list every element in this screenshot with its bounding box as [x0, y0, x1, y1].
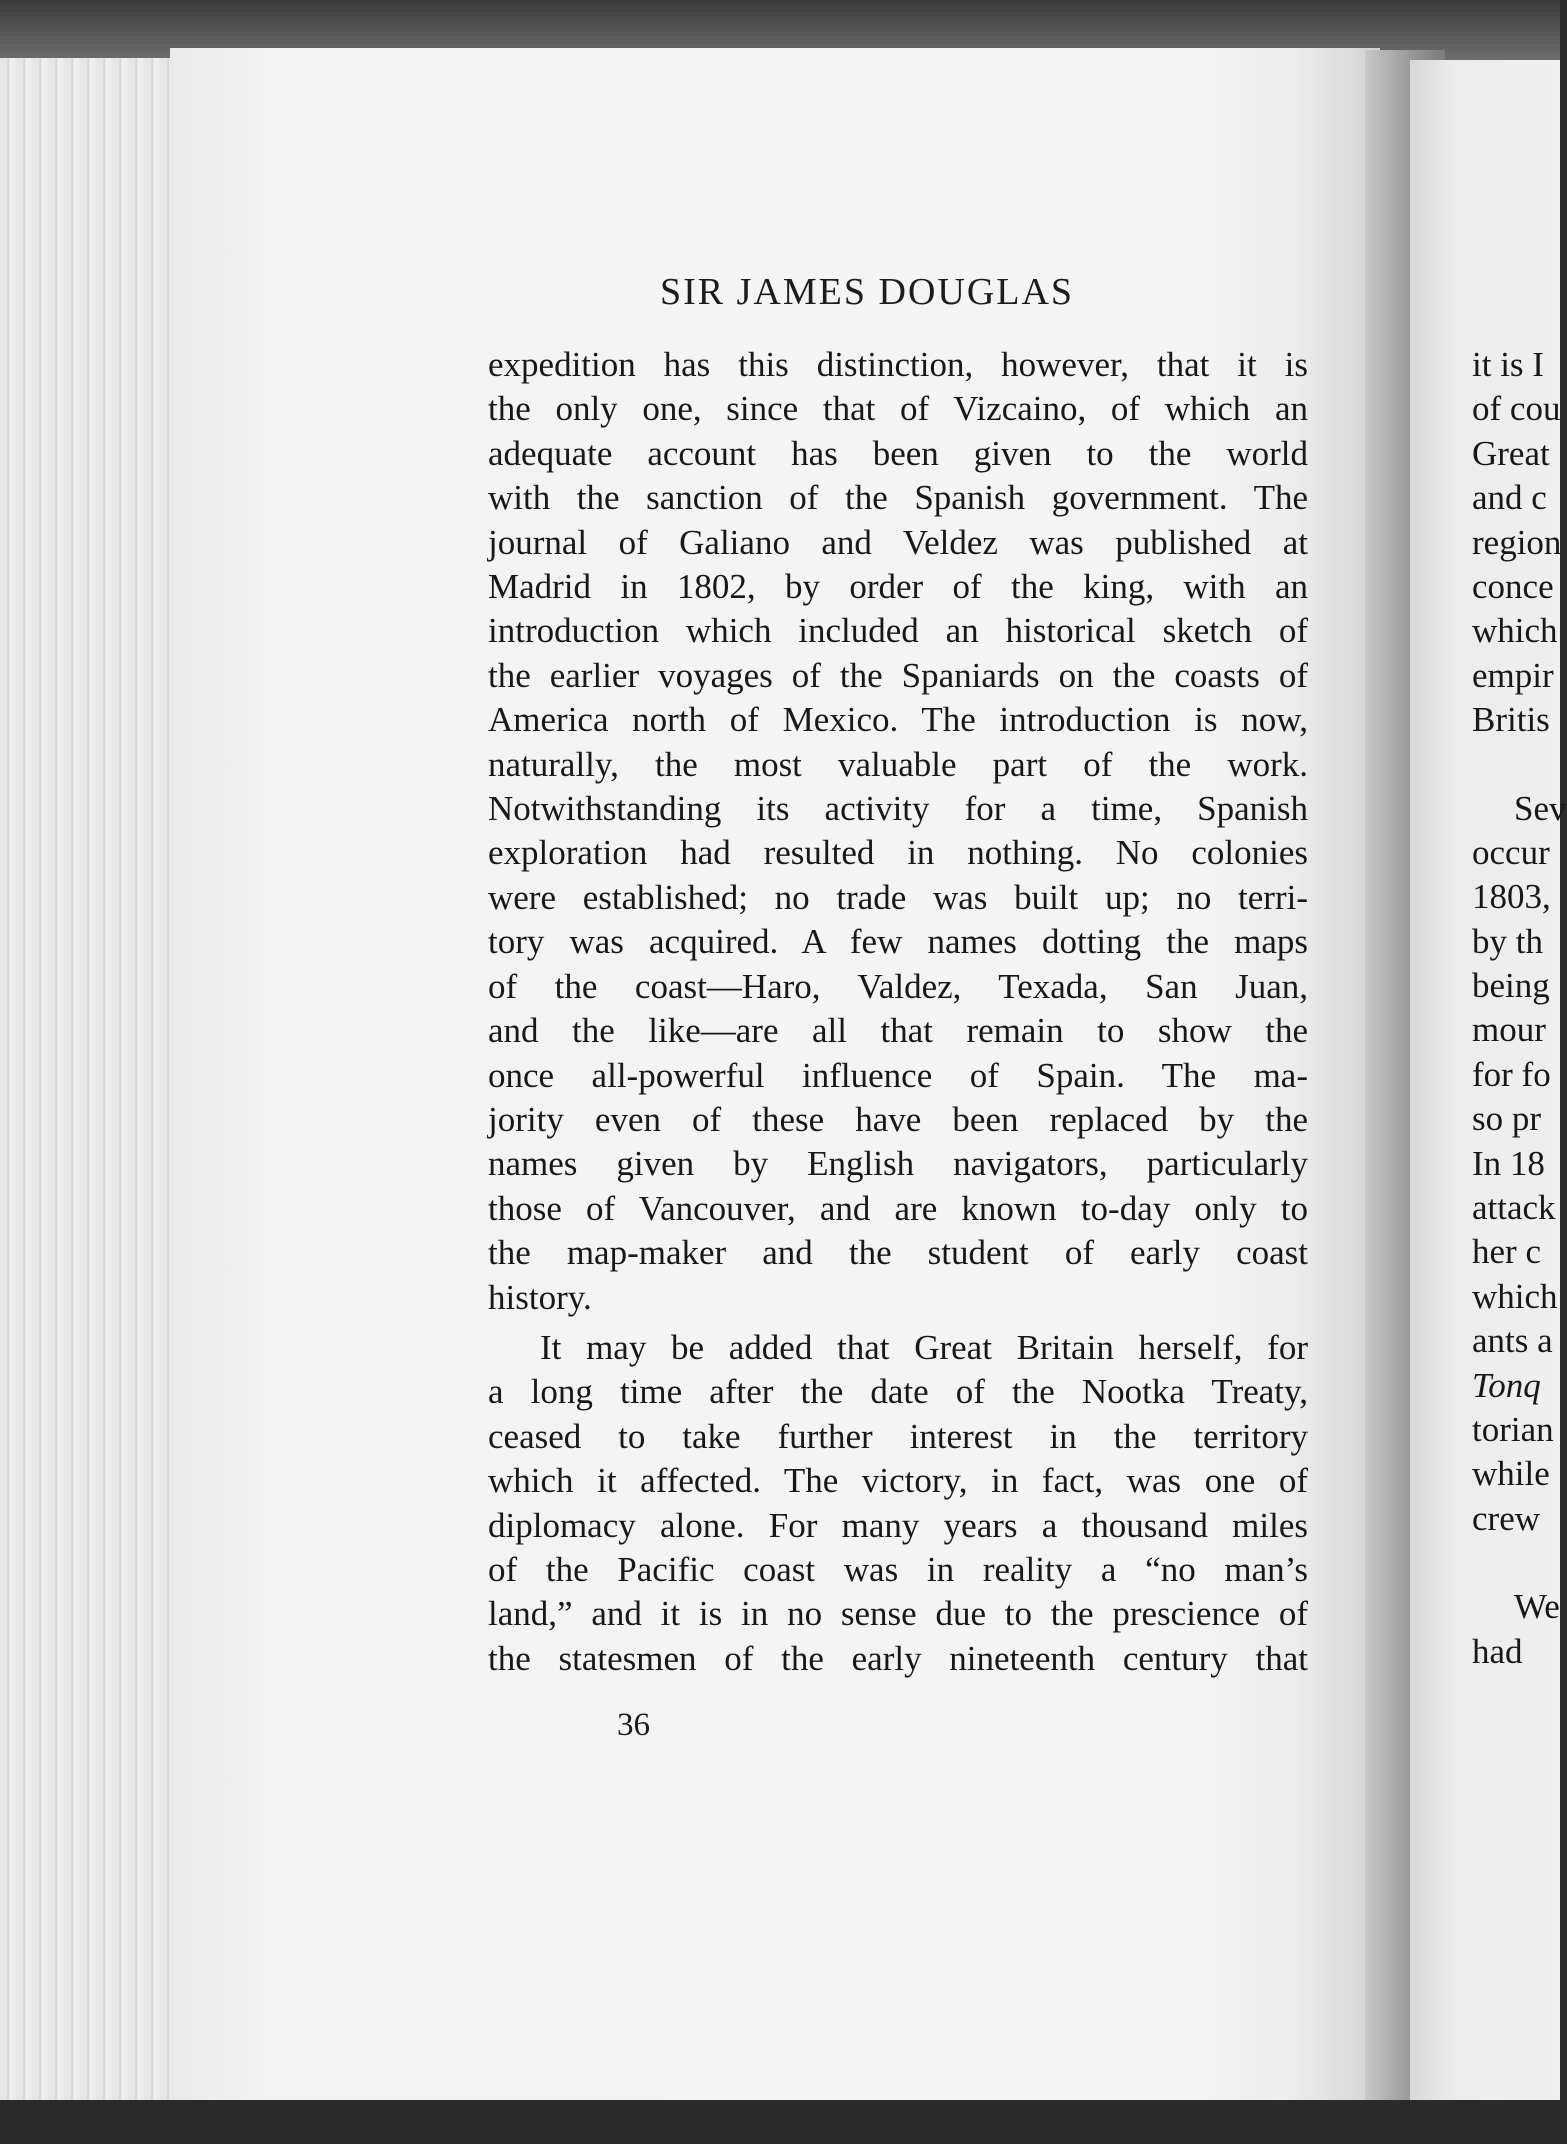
fragment-line: and c — [1472, 478, 1547, 518]
text-line: tory was acquired. A few names dotting the maps — [488, 922, 1308, 962]
text-line: names given by English navigators, particularly — [488, 1144, 1308, 1184]
text-line: introduction which included an historical sketch of — [488, 611, 1308, 651]
text-line: once all-powerful influence of Spain. The ma- — [488, 1055, 1308, 1095]
fragment-line: while — [1472, 1454, 1550, 1494]
fragment-line: ants a — [1472, 1321, 1553, 1361]
running-head: SIR JAMES DOUGLAS — [660, 271, 1075, 313]
text-line: naturally, the most valuable part of the work. — [488, 744, 1308, 784]
right-block-3 — [1472, 1585, 1567, 1674]
fragment-line: occur — [1472, 832, 1550, 872]
fragment-line: We — [1514, 1587, 1560, 1627]
fragment-line: which — [1472, 1276, 1558, 1316]
text-line: the only one, since that of Vizcaino, of which an — [488, 389, 1308, 429]
fragment-line: so pr — [1472, 1099, 1542, 1139]
text-line: expedition has this distinction, however, that it is — [488, 345, 1308, 384]
text-line: the earlier voyages of the Spaniards on the coasts of — [488, 655, 1308, 695]
text-line: journal of Galiano and Veldez was published at — [488, 522, 1308, 562]
right-block-1 — [1472, 343, 1567, 743]
text-line: It may be added that Great Britain herself, for — [540, 1327, 1308, 1367]
text-line: exploration had resulted in nothing. No colonies — [488, 833, 1308, 873]
fragment-line: In 18 — [1472, 1143, 1545, 1183]
fragment-line: region — [1472, 522, 1562, 562]
text-line: of the coast—Haro, Valdez, Texada, San Juan, — [488, 966, 1308, 1006]
text-line: those of Vancouver, and are known to-day only to — [488, 1188, 1308, 1228]
fragment-line: 1803, — [1472, 877, 1551, 917]
italic-fragment: Tonq — [1472, 1365, 1541, 1405]
text-line: which it affected. The victory, in fact, was one of — [488, 1461, 1308, 1501]
paragraph-2 — [488, 1326, 1308, 1681]
text-line: and the like—are all that remain to show the — [488, 1011, 1308, 1051]
fragment-line: which — [1472, 611, 1558, 651]
text-line: Madrid in 1802, by order of the king, with an — [488, 567, 1308, 607]
text-line: the map-maker and the student of early coast — [488, 1233, 1308, 1273]
fragment-line: Great — [1472, 433, 1550, 473]
fragment-line: Sev — [1514, 788, 1567, 828]
text-line: were established; no trade was built up; no terri- — [488, 877, 1308, 917]
right-block-2 — [1472, 787, 1567, 1542]
page-number: 36 — [617, 1707, 650, 1743]
fragment-line: empir — [1472, 655, 1554, 695]
fragment-line: mour — [1472, 1010, 1546, 1050]
left-page-body-text — [488, 343, 1308, 1681]
fragment-line: attack — [1472, 1188, 1556, 1228]
paragraph-1 — [488, 343, 1308, 1320]
fragment-line: her c — [1472, 1232, 1541, 1272]
right-page-text-fragments — [1472, 343, 1567, 1674]
fragment-line: by th — [1472, 921, 1543, 961]
text-line: of the Pacific coast was in reality a “no man’s — [488, 1549, 1308, 1589]
fragment-line: crew — [1472, 1498, 1541, 1538]
text-line: with the sanction of the Spanish government. The — [488, 478, 1308, 518]
text-line: history. — [488, 1277, 592, 1317]
text-line: the statesmen of the early nineteenth century that — [488, 1638, 1308, 1678]
text-line: ceased to take further interest in the territory — [488, 1416, 1308, 1456]
text-line: a long time after the date of the Nootka Treaty, — [488, 1372, 1308, 1412]
scan-bottom-border — [0, 2100, 1560, 2144]
fragment-line: torian — [1472, 1409, 1554, 1449]
fragment-line: of cou — [1472, 389, 1561, 429]
fragment-line: it is I — [1472, 345, 1544, 384]
text-line: land,” and it is in no sense due to the prescience of — [488, 1594, 1308, 1634]
fragment-line: being — [1472, 966, 1550, 1006]
text-line: America north of Mexico. The introduction is now, — [488, 700, 1308, 740]
text-line: diplomacy alone. For many years a thousand miles — [488, 1505, 1308, 1545]
text-line: adequate account has been given to the world — [488, 433, 1308, 473]
fragment-line: Britis — [1472, 700, 1550, 740]
text-line: jority even of these have been replaced by the — [488, 1099, 1308, 1139]
fragment-line — [1472, 1364, 1567, 1408]
text-line: Notwithstanding its activity for a time, Spanish — [488, 789, 1308, 829]
fragment-line: for fo — [1472, 1054, 1551, 1094]
fragment-line: had — [1472, 1631, 1523, 1671]
fragment-line: conce — [1472, 566, 1554, 606]
page-edges-stack — [0, 58, 185, 2108]
